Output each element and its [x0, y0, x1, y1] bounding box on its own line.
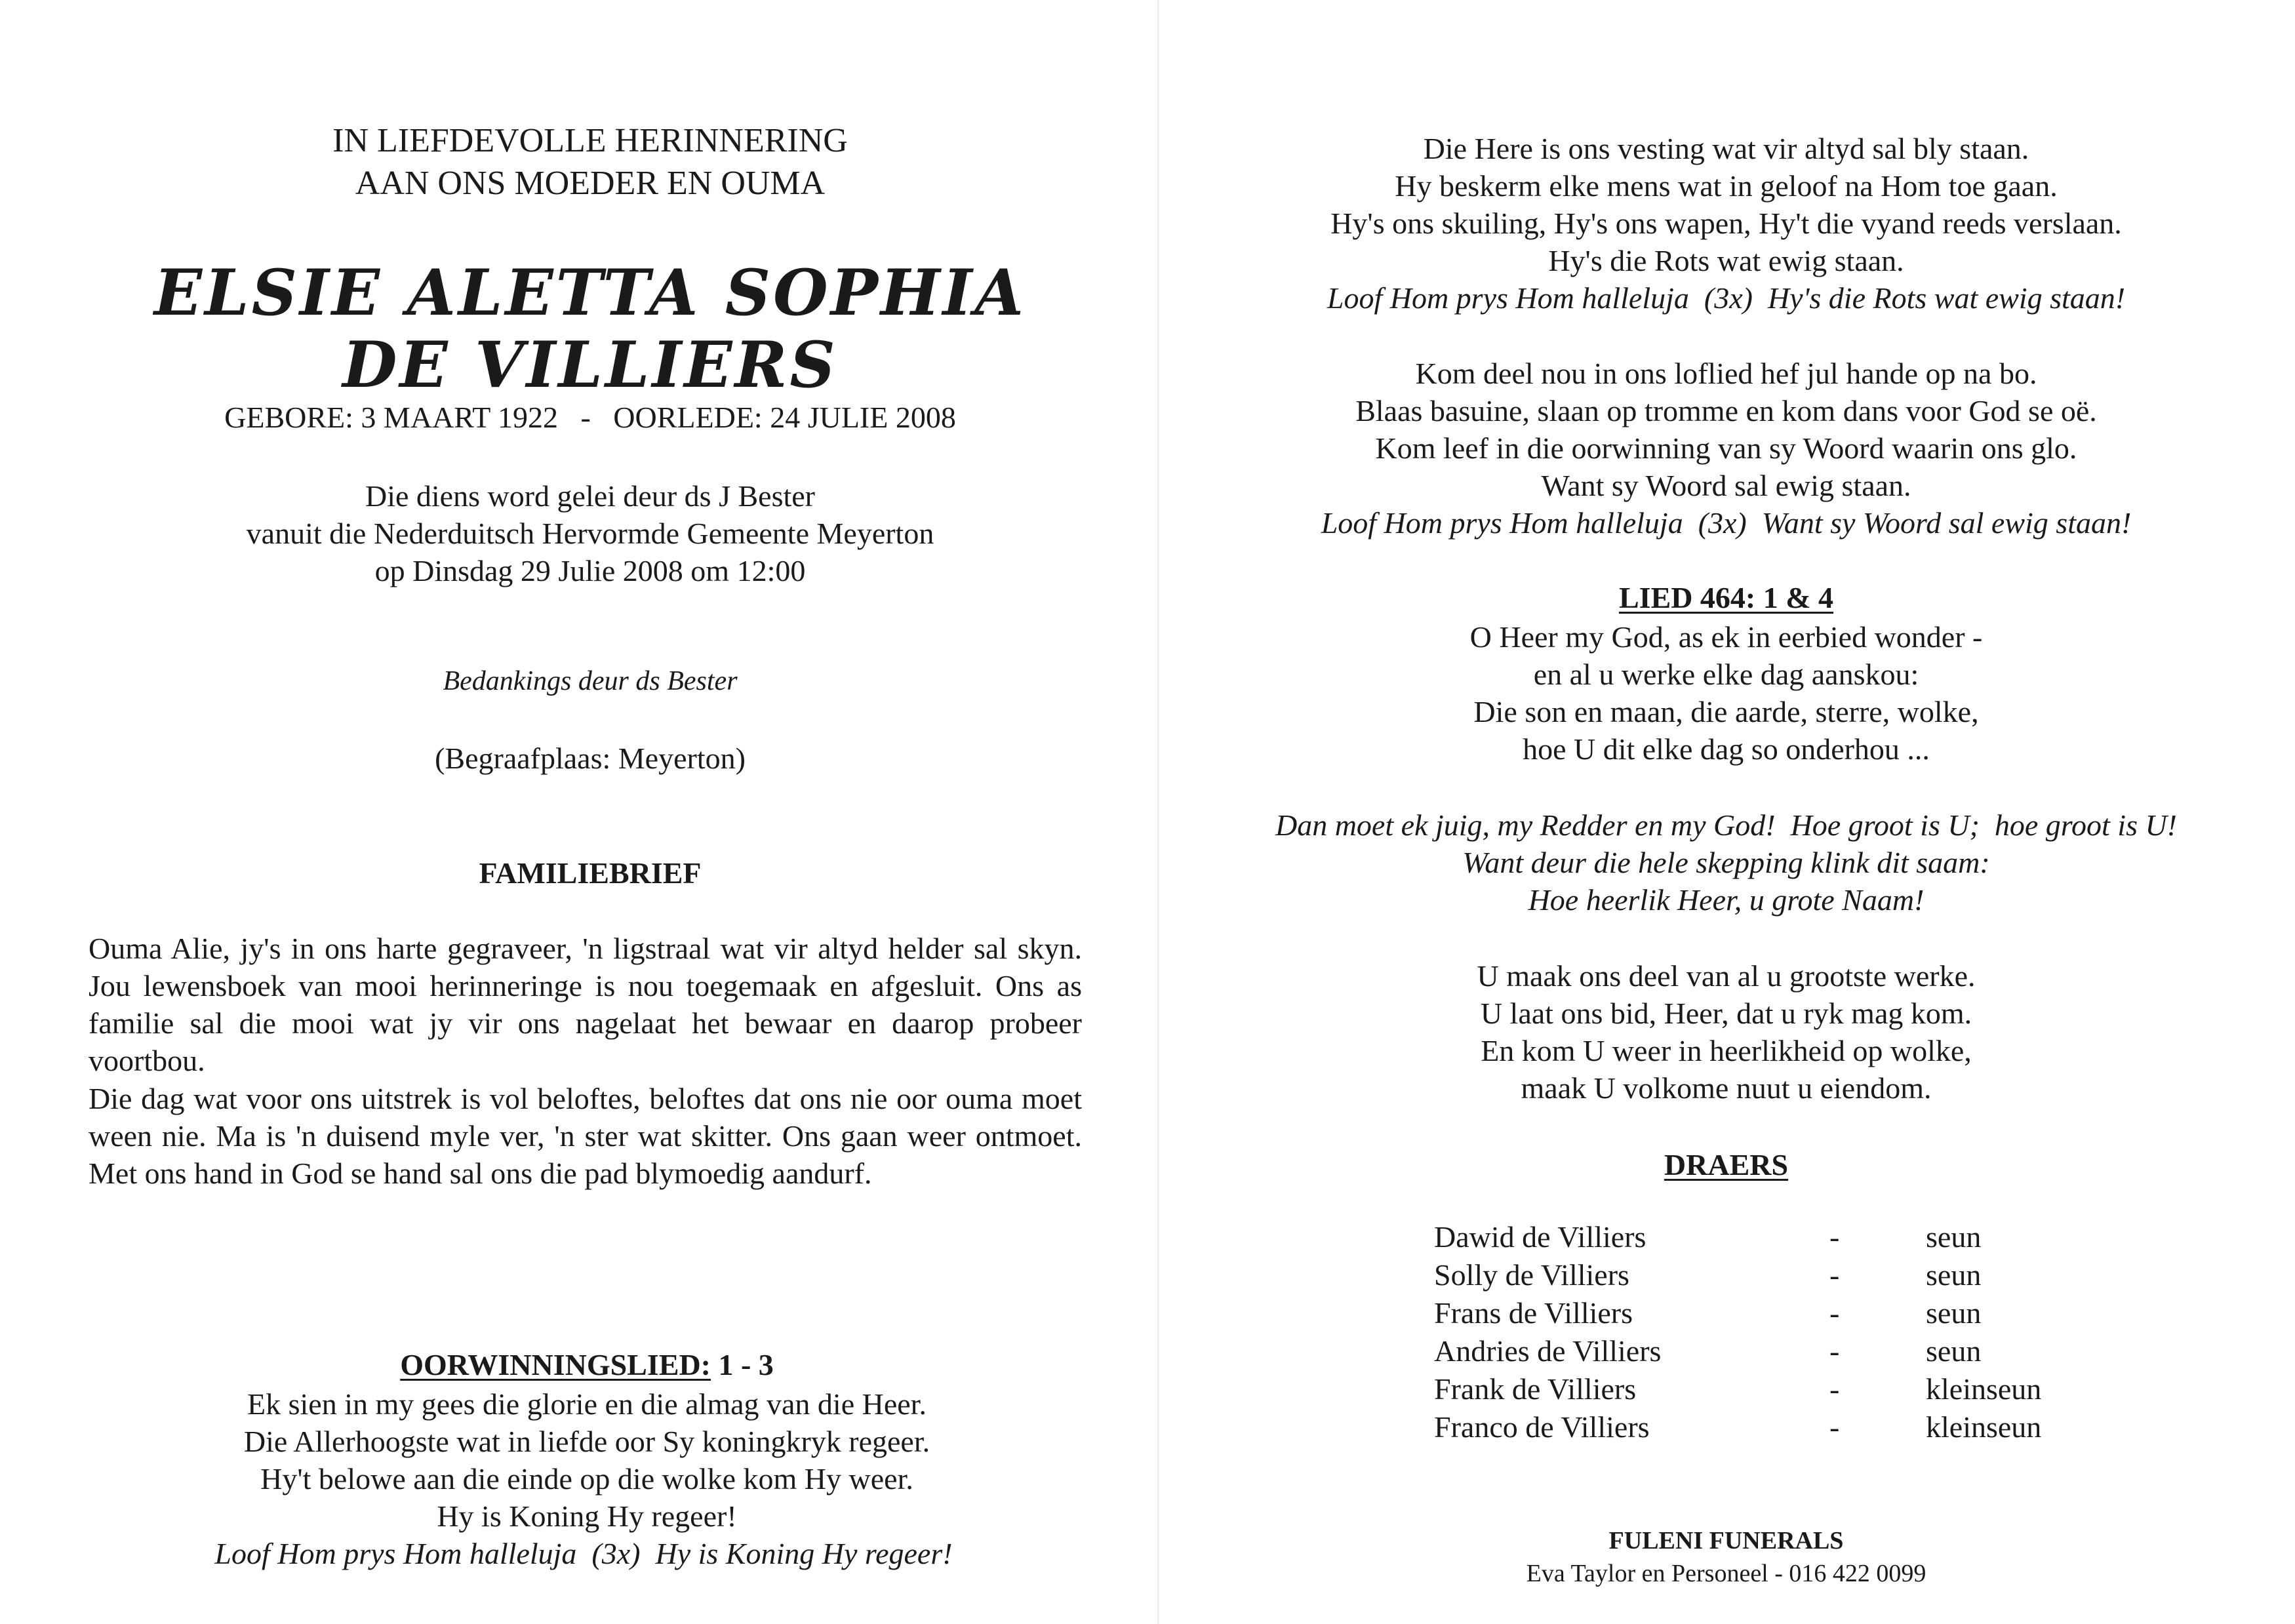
verse2-refrain: Loof Hom prys Hom halleluja (3x) Hy's die Rots wat ewig staan!	[1327, 281, 2126, 315]
lied-title-text: LIED 464: 1 & 4	[1618, 581, 1834, 614]
song-title: OORWINNINGSLIED:	[400, 1348, 711, 1381]
draers-row	[1157, 1334, 2295, 1372]
familiebrief-paragraph-1: Ouma Alie, jy's in ons harte gegraveer, 'n ligstraal wat vir altyd helder sal skyn. Jou lewensboek van mooi herinneringe is nou toegemaak en afgesluit. Ons as familie sal die mooi wat jy vir ons nagelaat het bewaar en daarop probeer voortbou.	[89, 932, 1082, 1077]
deceased-name-line-1: ELSIE ALETTA SOPHIA	[154, 256, 1026, 330]
verse2-line-2: Hy beskerm elke mens wat in geloof na Hom toe gaan.	[1395, 169, 2058, 203]
draers-row	[1157, 1296, 2295, 1334]
verse2-line-4: Hy's die Rots wat ewig staan.	[1548, 244, 1904, 277]
service-line-1: Die diens word gelei deur ds J Bester	[365, 479, 815, 513]
footer-contact: Eva Taylor en Personeel - 016 422 0099	[1526, 1560, 1926, 1587]
draer-role: kleinseun	[1926, 1410, 2042, 1444]
song-refrain: Loof Hom prys Hom halleluja (3x) Hy is Koning Hy regeer!	[214, 1537, 953, 1570]
draer-role: seun	[1926, 1334, 1982, 1368]
draer-dash: -	[1829, 1296, 1840, 1330]
verse3-line-3: Kom leef in die oorwinning van sy Woord waarin ons glo.	[1375, 431, 2077, 465]
lied-v1-line-1: O Heer my God, as ek in eerbied wonder -	[1469, 620, 1983, 654]
draer-name: Andries de Villiers	[1434, 1334, 1662, 1368]
song-line-3: Hy't belowe aan die einde op die wolke kom Hy weer.	[260, 1462, 913, 1495]
lied-v4-line-2: U laat ons bid, Heer, dat u ryk mag kom.	[1480, 997, 1972, 1030]
draers-title	[1157, 1147, 2295, 1182]
right-page	[1157, 0, 2295, 1624]
draer-name: Frans de Villiers	[1434, 1296, 1633, 1330]
lied-refrain-line-3: Hoe heerlik Heer, u grote Naam!	[1528, 883, 1925, 917]
draers-title-text: DRAERS	[1664, 1148, 1789, 1181]
lied-title	[1157, 580, 2295, 615]
draer-dash: -	[1829, 1334, 1840, 1368]
footer-company: FULENI FUNERALS	[1608, 1527, 1844, 1555]
draer-dash: -	[1829, 1372, 1840, 1406]
lied-v1-line-2: en al u werke elke dag aanskou:	[1533, 658, 1919, 691]
draer-role: seun	[1926, 1258, 1982, 1292]
draer-dash: -	[1829, 1410, 1840, 1444]
draer-role: seun	[1926, 1296, 1982, 1330]
bedankings: Bedankings deur ds Bester	[443, 666, 738, 696]
verse3-line-1: Kom deel nou in ons loflied hef jul hande op na bo.	[1415, 357, 2037, 390]
draers-row	[1157, 1372, 2295, 1410]
lied-refrain-line-2: Want deur die hele skepping klink dit saam:	[1462, 846, 1990, 879]
lied-refrain-line-1: Dan moet ek juig, my Redder en my God! Hoe groot is U; hoe groot is U!	[1275, 808, 2178, 842]
verse2-line-1: Die Here is ons vesting wat vir altyd sal bly staan.	[1423, 132, 2029, 165]
draers-row	[1157, 1258, 2295, 1296]
draers-row	[1157, 1219, 2295, 1258]
song-line-4: Hy is Koning Hy regeer!	[437, 1499, 737, 1533]
draer-role: kleinseun	[1926, 1372, 2042, 1406]
heading-line-2: AAN ONS MOEDER EN OUMA	[355, 165, 826, 202]
lied-v1-line-4: hoe U dit elke dag so onderhou ...	[1523, 732, 1930, 766]
familiebrief-title: FAMILIEBRIEF	[479, 856, 702, 890]
birth-death-dates: GEBORE: 3 MAART 1922 - OORLEDE: 24 JULIE 2008	[224, 401, 956, 434]
verse3-refrain: Loof Hom prys Hom halleluja (3x) Want sy Woord sal ewig staan!	[1321, 506, 2132, 540]
draer-name: Solly de Villiers	[1434, 1258, 1629, 1292]
draer-name: Dawid de Villiers	[1434, 1220, 1646, 1254]
verse2-line-3: Hy's ons skuiling, Hy's ons wapen, Hy't die vyand reeds verslaan.	[1330, 207, 2122, 240]
deceased-name-line-2: DE VILLIERS	[342, 328, 838, 402]
draer-name: Franco de Villiers	[1434, 1410, 1650, 1444]
lied-v4-line-4: maak U volkome nuut u eiendom.	[1521, 1071, 1932, 1105]
verse3-line-2: Blaas basuine, slaan op tromme en kom dans voor God se oë.	[1355, 394, 2097, 427]
begraafplaas: (Begraafplaas: Meyerton)	[435, 742, 746, 775]
heading-line-1: IN LIEFDEVOLLE HERINNERING	[332, 122, 848, 159]
song-line-2: Die Allerhoogste wat in liefde oor Sy koningkryk regeer.	[243, 1425, 930, 1458]
familiebrief-paragraph-2: Die dag wat voor ons uitstrek is vol beloftes, beloftes dat ons nie oor ouma moet ween nie. Ma is 'n duisend myle ver, 'n ster wat skitter. Ons gaan weer ontmoet. Met ons hand in God se hand sal ons die pad blymoedig aandurf.	[89, 1082, 1082, 1190]
verse3-line-4: Want sy Woord sal ewig staan.	[1541, 469, 1911, 502]
lied-v4-line-1: U maak ons deel van al u grootste werke.	[1477, 959, 1976, 993]
service-line-3: op Dinsdag 29 Julie 2008 om 12:00	[374, 554, 806, 587]
draer-dash: -	[1829, 1258, 1840, 1292]
draer-name: Frank de Villiers	[1434, 1372, 1637, 1406]
service-line-2: vanuit die Nederduitsch Hervormde Gemeente Meyerton	[246, 517, 934, 550]
song-line-1: Ek sien in my gees die glorie en die almag van die Heer.	[247, 1387, 927, 1421]
song-heading	[0, 1347, 1174, 1382]
draer-dash: -	[1829, 1220, 1840, 1254]
draers-row	[1157, 1410, 2295, 1448]
lied-v1-line-3: Die son en maan, die aarde, sterre, wolke,	[1473, 695, 1979, 728]
draer-role: seun	[1926, 1220, 1982, 1254]
draers-list	[1157, 1219, 2295, 1456]
lied-v4-line-3: En kom U weer in heerlikheid op wolke,	[1481, 1034, 1972, 1067]
song-verses: 1 - 3	[710, 1348, 774, 1381]
